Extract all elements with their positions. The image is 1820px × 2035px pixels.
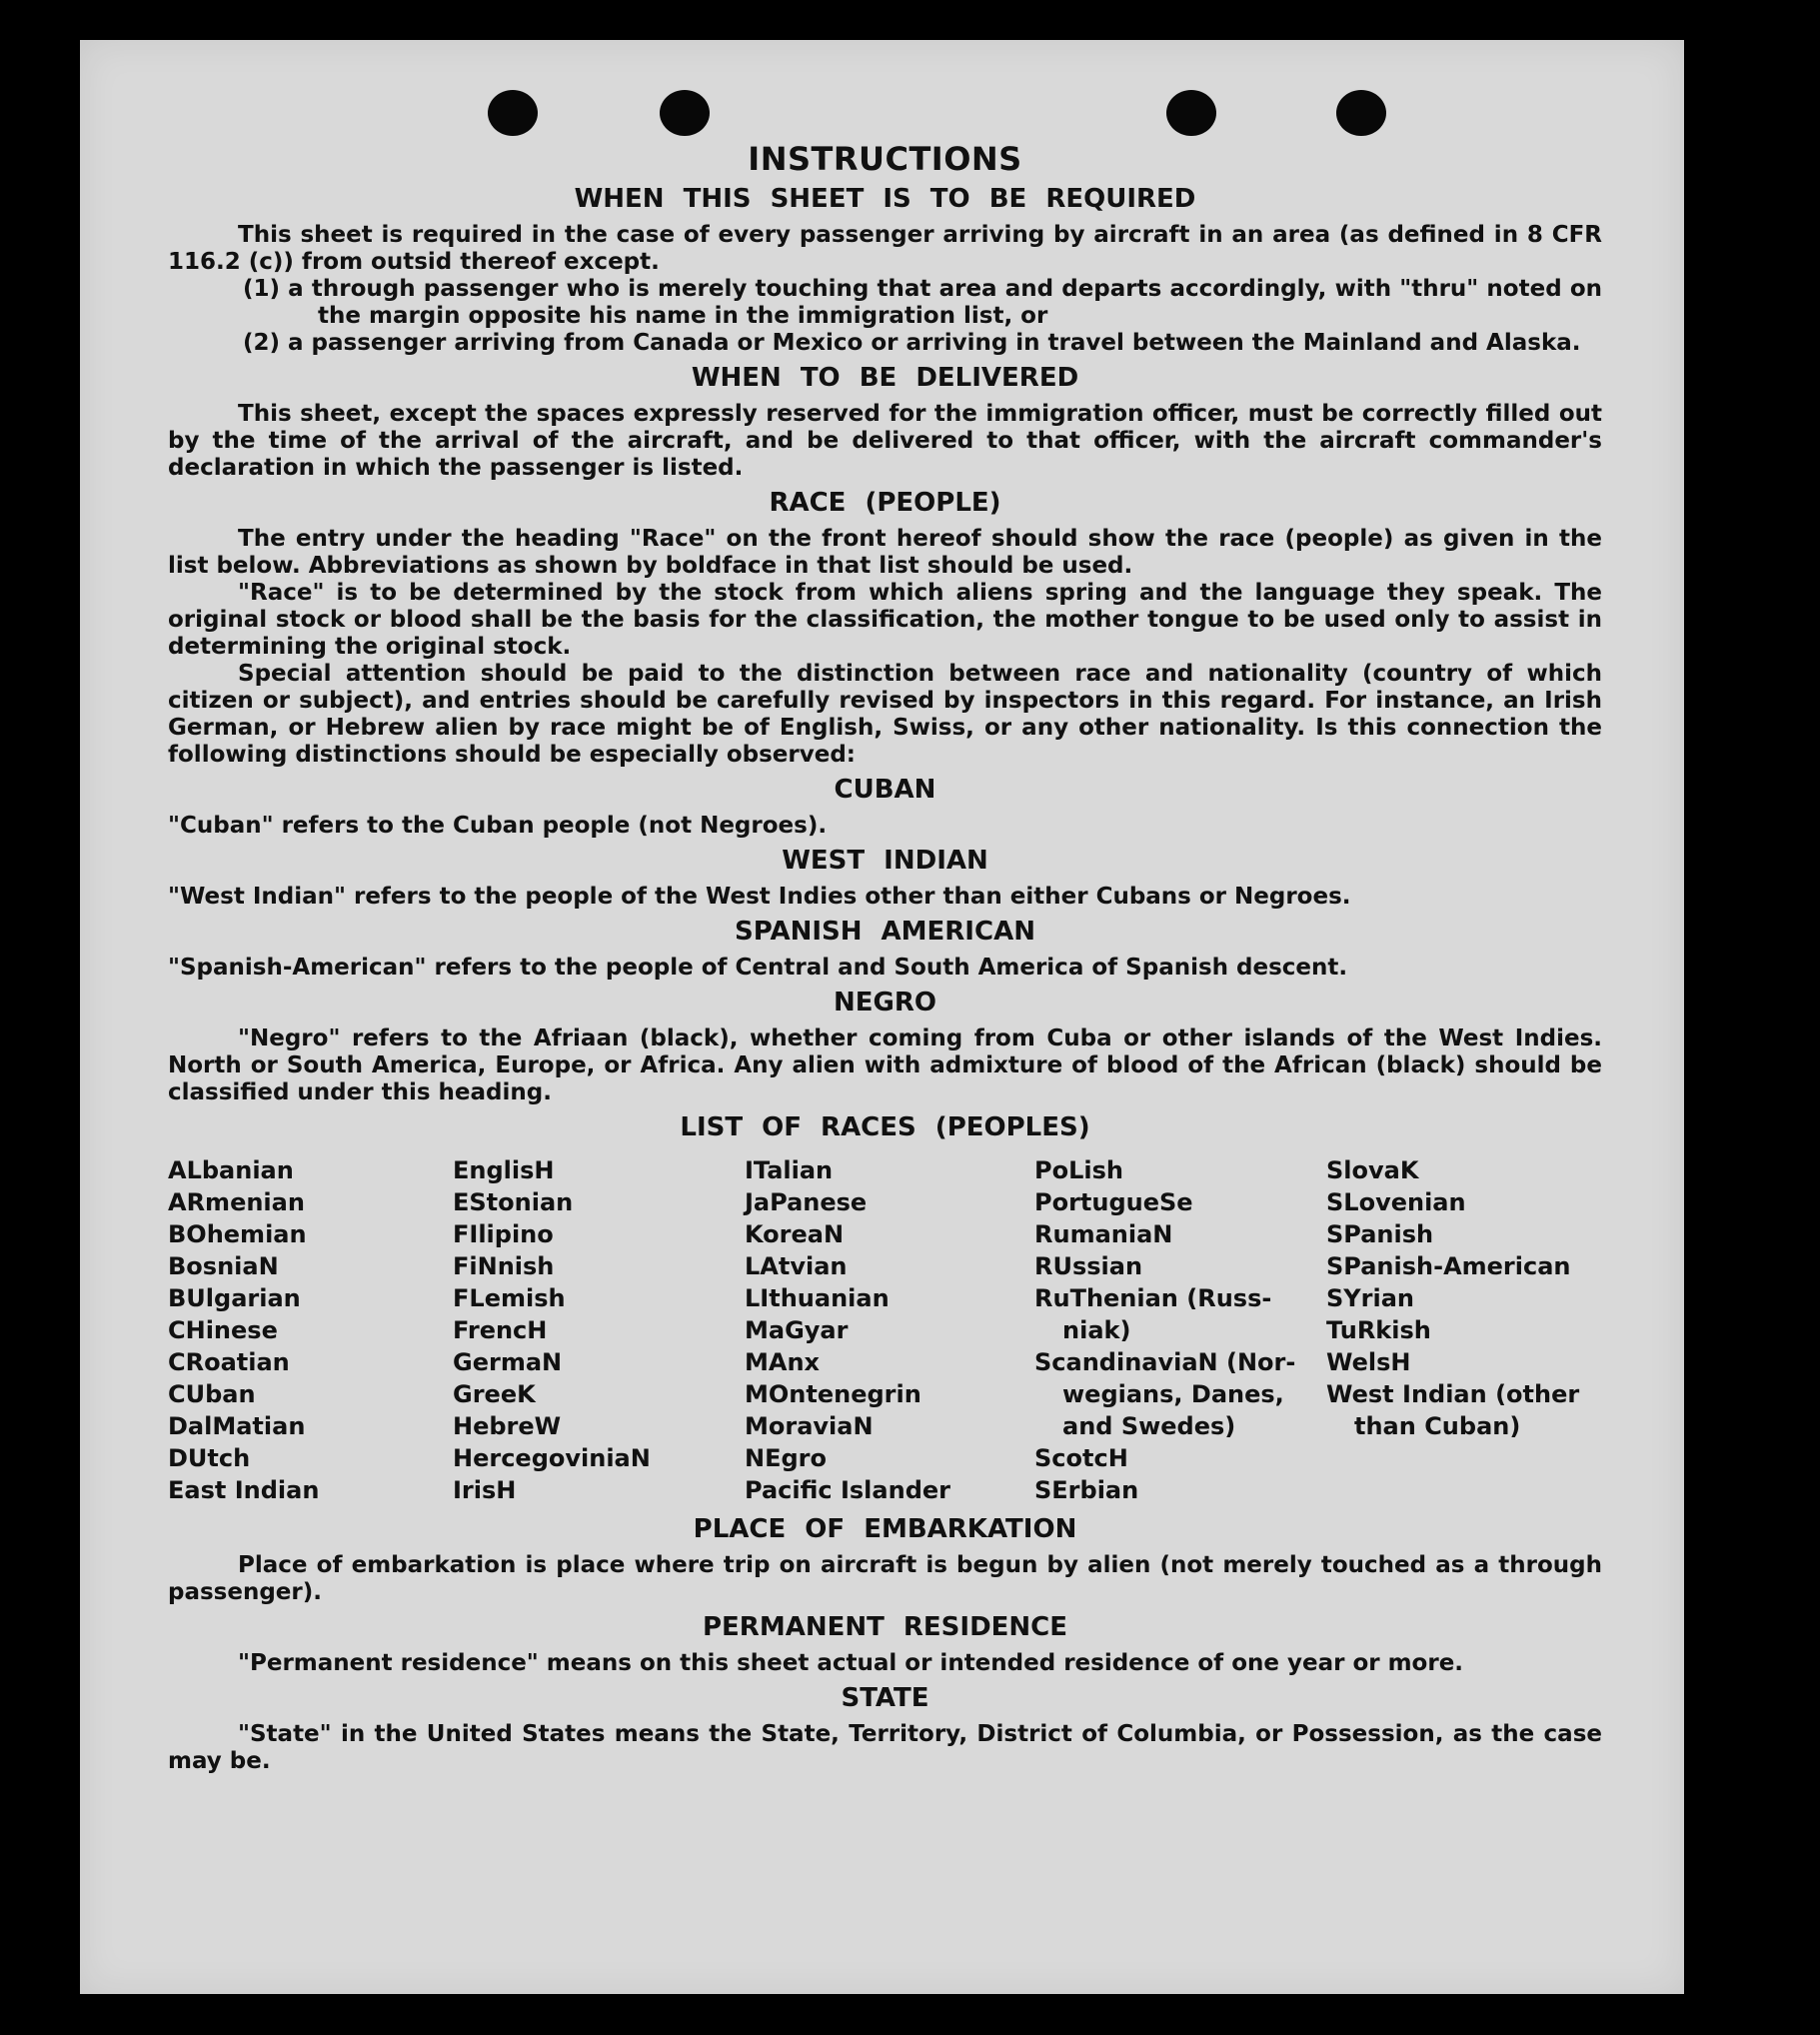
race-entry: ScotcH: [1034, 1444, 1128, 1472]
embarkation-text: Place of embarkation is place where trip on aircraft is begun by alien (not merely touched as a through passenger).: [168, 1552, 1602, 1605]
races-column-1: [168, 1154, 453, 1506]
race-entry: FLemish: [453, 1284, 566, 1312]
punch-hole: [488, 90, 538, 136]
race-entry: TuRkish: [1326, 1316, 1431, 1344]
heading-residence: PERMANENT RESIDENCE: [702, 1612, 1068, 1642]
race-entry: BOhemian: [168, 1220, 307, 1248]
races-column-2: [453, 1154, 745, 1506]
race-entry: CRoatian: [168, 1348, 290, 1376]
heading-negro: NEGRO: [834, 988, 936, 1018]
race-entry: MOntenegrin: [745, 1380, 921, 1408]
races-column-4: [1034, 1154, 1326, 1506]
race-entry: ALbanian: [168, 1156, 294, 1184]
residence-text: "Permanent residence" means on this sheet actual or intended residence of one year or more.: [238, 1650, 1464, 1676]
race-entry: HebreW: [453, 1412, 562, 1440]
race-entry: EnglisH: [453, 1156, 555, 1184]
cuban-text: "Cuban" refers to the Cuban people (not Negroes).: [168, 813, 828, 839]
race-entry: FiNnish: [453, 1252, 555, 1280]
race-entry: SYrian: [1326, 1284, 1415, 1312]
punch-hole: [1336, 90, 1386, 136]
races-list: [168, 1154, 1602, 1506]
race-entry: SlovaK: [1326, 1156, 1419, 1184]
race-entry: NEgro: [745, 1444, 827, 1472]
race-entry: ITalian: [745, 1156, 834, 1184]
race-paragraph-2: "Race" is to be determined by the stock from which aliens spring and the language they speak. The original stock or blood shall be the basis for the classification, the mother tongue to be used only to assist in determining the original stock.: [168, 580, 1602, 660]
race-entry: KoreaN: [745, 1220, 845, 1248]
state-text: "State" in the United States means the State, Territory, District of Columbia, or Possession, as the case may be.: [168, 1721, 1602, 1774]
race-entry: SPanish: [1326, 1220, 1434, 1248]
negro-text: "Negro" refers to the Afriaan (black), whether coming from Cuba or other islands of the West Indies. North or South America, Europe, or Africa. Any alien with admixture of blood of the African (black) should be classified under this heading.: [168, 1025, 1602, 1105]
race-entry: RUssian: [1034, 1252, 1143, 1280]
punch-hole: [1166, 90, 1216, 136]
races-column-3: [745, 1154, 1034, 1506]
race-entry: ARmenian: [168, 1188, 305, 1216]
race-entry: HercegoviniaN: [453, 1444, 651, 1472]
race-entry: LAtvian: [745, 1252, 848, 1280]
race-entry: BosniaN: [168, 1252, 279, 1280]
race-entry: BUlgarian: [168, 1284, 301, 1312]
race-entry: IrisH: [453, 1476, 517, 1504]
punch-hole: [660, 90, 710, 136]
race-entry: PoLish: [1034, 1156, 1123, 1184]
race-entry: RumaniaN: [1034, 1220, 1173, 1248]
race-entry: JaPanese: [745, 1188, 868, 1216]
heading-west-indian: WEST INDIAN: [782, 846, 988, 876]
page-title: INSTRUCTIONS: [748, 140, 1022, 178]
spanish-american-text: "Spanish-American" refers to the people of Central and South America of Spanish descent.: [168, 955, 1348, 981]
west-indian-text: "West Indian" refers to the people of the West Indies other than either Cubans or Negroes.: [168, 884, 1351, 910]
race-entry: CUban: [168, 1380, 256, 1408]
document-page: [80, 40, 1684, 1994]
heading-delivered: WHEN TO BE DELIVERED: [691, 363, 1079, 393]
race-entry: SLovenian: [1326, 1188, 1466, 1216]
race-entry: WelsH: [1326, 1348, 1411, 1376]
required-item-1: (1) a through passenger who is merely touching that area and departs accordingly, with "thru" noted on the margin opposite his name in the immigration list, or: [243, 276, 1602, 329]
race-paragraph-1: The entry under the heading "Race" on the front hereof should show the race (people) as given in the list below. Abbreviations as shown by boldface in that list should be used.: [168, 526, 1602, 579]
delivered-text: This sheet, except the spaces expressly reserved for the immigration officer, must be correctly filled out by the time of the arrival of the aircraft, and be delivered to that officer, with the aircraft commander's declaration in which the passenger is listed.: [168, 401, 1602, 481]
race-entry-continuation: than Cuban): [1354, 1412, 1521, 1440]
race-entry: FIlipino: [453, 1220, 554, 1248]
race-entry: FrencH: [453, 1316, 548, 1344]
race-entry: DalMatian: [168, 1412, 306, 1440]
heading-embarkation: PLACE OF EMBARKATION: [693, 1514, 1077, 1544]
race-paragraph-3: Special attention should be paid to the distinction between race and nationality (country of which citizen or subject), and entries should be carefully revised by inspectors in this regard. For instance, an Irish German, or Hebrew alien by race might be of English, Swiss, or any other nationality. Is this connection the following distinctions should be especially observed:: [168, 661, 1602, 768]
heading-spanish-american: SPANISH AMERICAN: [735, 917, 1035, 947]
race-entry: GreeK: [453, 1380, 536, 1408]
instructions-content: [168, 140, 1602, 1775]
races-column-5: [1326, 1154, 1602, 1506]
heading-cuban: CUBAN: [834, 775, 936, 805]
race-entry: EStonian: [453, 1188, 574, 1216]
race-entry: SPanish-American: [1326, 1252, 1571, 1280]
heading-race: RACE (PEOPLE): [769, 488, 1001, 518]
race-entry: MAnx: [745, 1348, 821, 1376]
race-entry-continuation: and Swedes): [1062, 1412, 1236, 1440]
race-entry: West Indian (other: [1326, 1380, 1580, 1408]
race-entry: ScandinaviaN (Nor-: [1034, 1348, 1296, 1376]
race-entry: East Indian: [168, 1476, 320, 1504]
race-entry: GermaN: [453, 1348, 563, 1376]
required-intro: This sheet is required in the case of every passenger arriving by aircraft in an area (as defined in 8 CFR 116.2 (c)) from outsid thereof except.: [168, 222, 1602, 275]
heading-state: STATE: [841, 1683, 929, 1713]
race-entry: PortugueSe: [1034, 1188, 1193, 1216]
race-entry-continuation: wegians, Danes,: [1062, 1380, 1284, 1408]
race-entry: MoraviaN: [745, 1412, 874, 1440]
race-entry-continuation: niak): [1062, 1316, 1131, 1344]
race-entry: Pacific Islander: [745, 1476, 950, 1504]
race-entry: MaGyar: [745, 1316, 849, 1344]
heading-required: WHEN THIS SHEET IS TO BE REQUIRED: [574, 184, 1196, 214]
race-entry: DUtch: [168, 1444, 251, 1472]
race-entry: RuThenian (Russ-: [1034, 1284, 1272, 1312]
heading-list-of-races: LIST OF RACES (PEOPLES): [680, 1112, 1090, 1142]
race-entry: SErbian: [1034, 1476, 1139, 1504]
race-entry: CHinese: [168, 1316, 278, 1344]
race-entry: LIthuanian: [745, 1284, 890, 1312]
required-item-2: (2) a passenger arriving from Canada or Mexico or arriving in travel between the Mainland and Alaska.: [243, 330, 1581, 356]
